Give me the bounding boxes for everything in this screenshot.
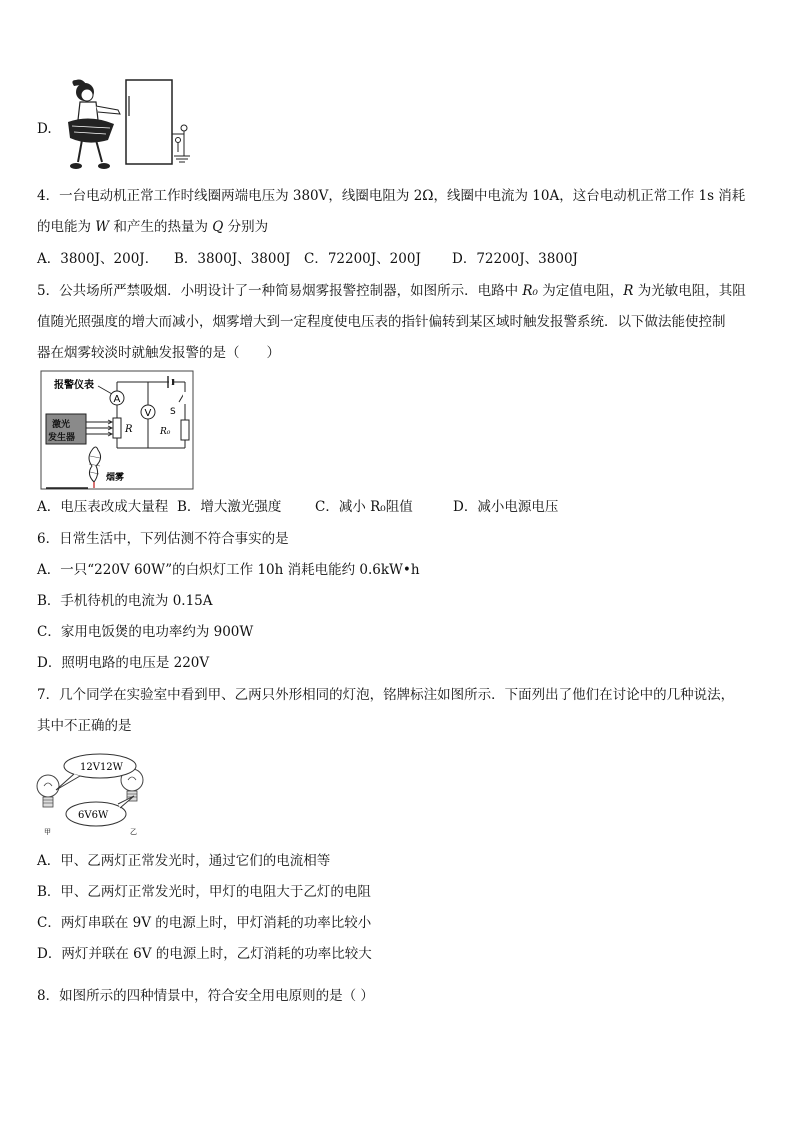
q4-option-d: D．72200J、3800J xyxy=(452,251,578,267)
switch-label: S xyxy=(170,407,176,417)
resistor-r0-label: R₀ xyxy=(160,427,171,437)
q6-option-c: C．家用电饭煲的电功率约为 900W xyxy=(37,624,254,640)
bulb-bottom-nameplate: 6V6W xyxy=(78,810,109,821)
q5-stem-text-b: 为定值电阻， xyxy=(537,283,624,299)
q4-variable-w: W xyxy=(95,219,110,235)
q7-option-c: C．两灯串联在 9V 的电源上时，甲灯消耗的功率比较小 xyxy=(37,915,372,931)
q5-option-b: B．增大激光强度 xyxy=(177,499,282,515)
laser-label-line1: 激光 xyxy=(52,420,71,430)
bulb-top-nameplate: 12V12W xyxy=(80,762,123,773)
q4-option-b: B．3800J、3800J xyxy=(174,251,291,267)
q4-stem-text-b: 和产生的热量为 xyxy=(109,219,213,235)
q5-stem-text-c: 为光敏电阻，其阻 xyxy=(633,283,746,299)
smoke-alarm-circuit-figure xyxy=(40,370,200,492)
q5-stem-line3: 器在烟雾较淡时就触发报警的是（ ） xyxy=(37,345,280,361)
q5-option-a: A．电压表改成大量程 xyxy=(37,499,169,515)
alarm-meter-label: 报警仪表 xyxy=(54,380,94,391)
q5-stem-line2: 值随光照强度的增大而减小，烟雾增大到一定程度使电压表的指针偏转到某区域时触发报警系统．以下做法能使控制 xyxy=(37,314,726,330)
q4-stem-line2 xyxy=(37,218,268,236)
q7-stem-line1: 7．几个同学在实验室中看到甲、乙两只外形相同的灯泡，铭牌标注如图所示．下面列出了他们在讨论中的几种说法， xyxy=(37,687,735,703)
bulbs-nameplate-figure xyxy=(34,752,164,838)
q7-option-d: D．两灯并联在 6V 的电源上时，乙灯消耗的功率比较大 xyxy=(37,946,372,962)
option-d-label: D. xyxy=(37,121,52,137)
q4-stem-line1: 4．一台电动机正常工作时线圈两端电压为 380V，线圈电阻为 2Ω，线圈中电流为 10A，这台电动机正常工作 1s 消耗 xyxy=(37,188,746,204)
q8-stem: 8．如图所示的四种情景中，符合安全用电原则的是（ ） xyxy=(37,988,374,1004)
bulb-left-label: 甲 xyxy=(44,828,51,836)
q5-option-d: D．减小电源电压 xyxy=(453,499,559,515)
resistor-r-label: R xyxy=(125,424,133,435)
q6-stem: 6．日常生活中，下列估测不符合事实的是 xyxy=(37,531,289,547)
q4-stem-text-c: 分别为 xyxy=(223,219,269,235)
girl-touching-appliance-figure xyxy=(60,76,200,174)
q7-option-b: B．甲、乙两灯正常发光时，甲灯的电阻大于乙灯的电阻 xyxy=(37,884,371,900)
q5-variable-r: R xyxy=(623,283,634,299)
q5-stem-line1 xyxy=(37,282,746,300)
q5-variable-r0: R₀ xyxy=(522,283,538,299)
bulb-right-label: 乙 xyxy=(130,828,137,836)
q6-option-d: D．照明电路的电压是 220V xyxy=(37,655,210,671)
q4-stem-text-a: 的电能为 xyxy=(37,219,96,235)
q4-variable-q: Q xyxy=(212,219,224,235)
q5-option-c: C．减小 R₀阻值 xyxy=(315,499,413,515)
smoke-label: 烟雾 xyxy=(106,473,125,483)
q7-stem-line2: 其中不正确的是 xyxy=(37,718,132,734)
laser-label-line2: 发生器 xyxy=(48,433,76,443)
q4-option-c: C．72200J、200J xyxy=(304,251,421,267)
q4-option-a: A．3800J、200J． xyxy=(37,251,159,267)
q6-option-b: B．手机待机的电流为 0.15A xyxy=(37,593,213,609)
q4-options xyxy=(37,250,578,268)
voltmeter-label: V xyxy=(144,408,152,419)
q5-options xyxy=(37,498,558,516)
q7-option-a: A．甲、乙两灯正常发光时，通过它们的电流相等 xyxy=(37,853,331,869)
ammeter-label: A xyxy=(113,394,121,405)
q6-option-a: A．一只“220V 60W”的白炽灯工作 10h 消耗电能约 0.6kW•h xyxy=(37,562,420,578)
q5-stem-text-a: 5．公共场所严禁吸烟．小明设计了一种简易烟雾报警控制器，如图所示．电路中 xyxy=(37,283,523,299)
